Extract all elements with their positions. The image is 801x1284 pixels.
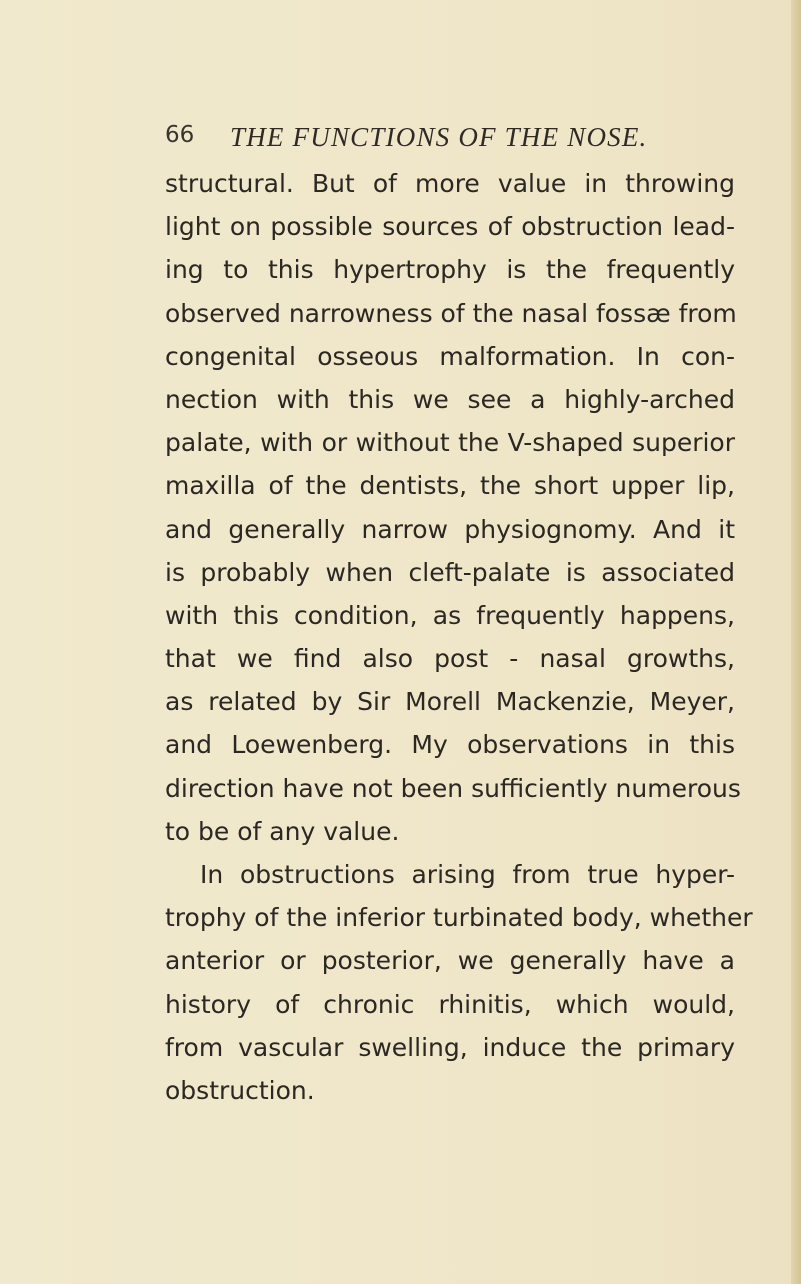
text-line: and generally narrow physiognomy. And it — [165, 514, 735, 544]
text-line: nection with this we see a highly-arched — [165, 384, 735, 414]
text-line: direction have not been sufficiently numerous — [165, 773, 741, 803]
text-line: that we find also post - nasal growths, — [165, 644, 735, 674]
running-head-title: THE FUNCTIONS OF THE NOSE. — [230, 122, 648, 152]
text-line: and Loewenberg. My observations in this — [165, 730, 735, 760]
running-head — [165, 122, 765, 158]
text-line: history of chronic rhinitis, which would, — [165, 989, 735, 1019]
text-line: trophy of the inferior turbinated body, whether — [165, 903, 753, 933]
text-line: maxilla of the dentists, the short upper lip, — [165, 471, 735, 501]
text-line: observed narrowness of the nasal fossæ from — [165, 298, 737, 328]
text-line: anterior or posterior, we generally have a — [165, 946, 735, 976]
text-line: obstruction. — [165, 1075, 315, 1105]
text-line: is probably when cleft-palate is associated — [165, 557, 735, 587]
text-line: structural. But of more value in throwing — [165, 169, 735, 198]
text-line: ing to this hypertrophy is the frequently — [165, 255, 735, 285]
page-edge-shadow — [791, 0, 801, 1284]
text-line: from vascular swelling, induce the primary — [165, 1032, 735, 1062]
page-number: 66 — [165, 122, 195, 148]
text-line: light on possible sources of obstruction lead- — [165, 212, 735, 242]
text-line: to be of any value. — [165, 816, 400, 846]
text-line: as related by Sir Morell Mackenzie, Meyer, — [165, 687, 735, 717]
text-line: with this condition, as frequently happens, — [165, 600, 735, 630]
text-line: congenital osseous malformation. In con- — [165, 341, 735, 371]
text-line: palate, with or without the V-shaped superior — [165, 428, 735, 458]
text-line-paragraph-start: In obstructions arising from true hyper- — [200, 860, 735, 889]
body-text — [165, 162, 753, 1112]
